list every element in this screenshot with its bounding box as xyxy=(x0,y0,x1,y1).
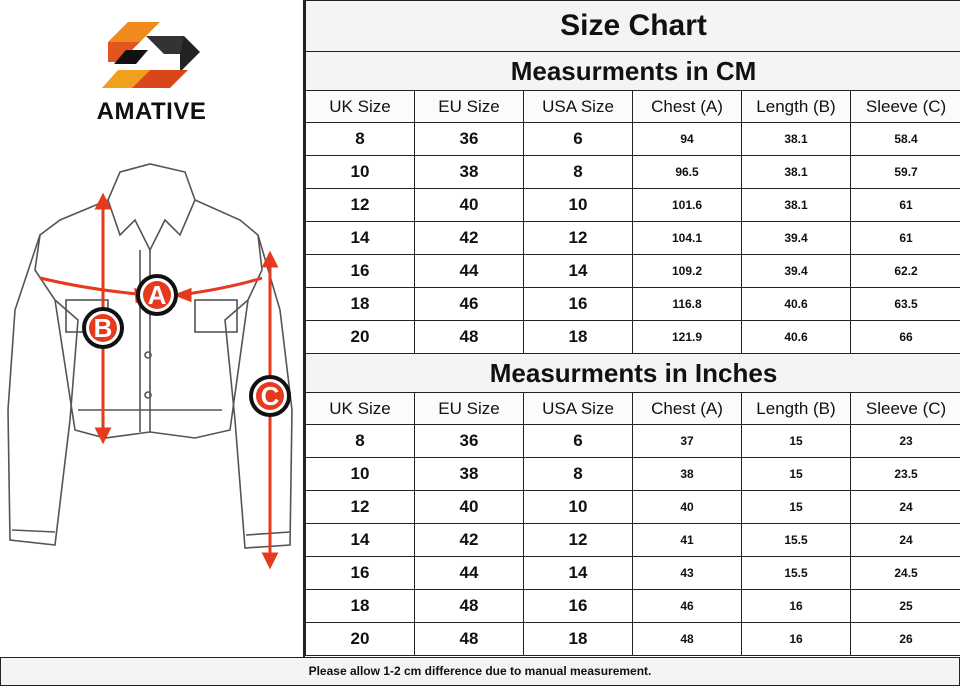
table-cell: 38 xyxy=(633,458,742,491)
table-cell: 62.2 xyxy=(851,255,960,288)
table-cell: 23 xyxy=(851,425,960,458)
table-cell: 38 xyxy=(415,156,524,189)
table-cell: 16 xyxy=(524,590,633,623)
table-cell: 40 xyxy=(415,491,524,524)
table-cell: 8 xyxy=(524,156,633,189)
table-cell: 101.6 xyxy=(633,189,742,222)
table-cell: 37 xyxy=(633,425,742,458)
table-cell: 24 xyxy=(851,491,960,524)
label-b-badge xyxy=(84,309,122,347)
table-row xyxy=(306,321,960,354)
table-cell: 16 xyxy=(306,557,415,590)
table-cell: 116.8 xyxy=(633,288,742,321)
table-row xyxy=(306,590,960,623)
table-cell: 12 xyxy=(306,189,415,222)
table-cell: 24.5 xyxy=(851,557,960,590)
column-header: Sleeve (C) xyxy=(851,91,960,123)
size-chart-table xyxy=(305,0,960,656)
table-cell: 38.1 xyxy=(742,156,851,189)
table-row xyxy=(306,288,960,321)
table-cell: 94 xyxy=(633,123,742,156)
column-header: USA Size xyxy=(524,91,633,123)
table-cell: 14 xyxy=(306,524,415,557)
table-cell: 40.6 xyxy=(742,288,851,321)
table-cell: 16 xyxy=(742,623,851,656)
column-header-row xyxy=(306,91,960,123)
table-cell: 59.7 xyxy=(851,156,960,189)
table-cell: 43 xyxy=(633,557,742,590)
table-cell: 8 xyxy=(306,123,415,156)
column-header: Chest (A) xyxy=(633,91,742,123)
column-header: UK Size xyxy=(306,91,415,123)
table-row xyxy=(306,557,960,590)
table-cell: 16 xyxy=(742,590,851,623)
table-row xyxy=(306,156,960,189)
table-cell: 44 xyxy=(415,557,524,590)
table-cell: 14 xyxy=(524,255,633,288)
table-cell: 41 xyxy=(633,524,742,557)
table-cell: 38.1 xyxy=(742,189,851,222)
table-cell: 12 xyxy=(524,524,633,557)
table-cell: 8 xyxy=(524,458,633,491)
column-header: Length (B) xyxy=(742,393,851,425)
table-cell: 18 xyxy=(306,288,415,321)
column-header-row xyxy=(306,393,960,425)
table-cell: 96.5 xyxy=(633,156,742,189)
table-cell: 38.1 xyxy=(742,123,851,156)
table-cell: 23.5 xyxy=(851,458,960,491)
table-cell: 16 xyxy=(524,288,633,321)
size-chart-title: Size Chart xyxy=(306,1,960,52)
table-cell: 26 xyxy=(851,623,960,656)
column-header: USA Size xyxy=(524,393,633,425)
table-cell: 104.1 xyxy=(633,222,742,255)
table-cell: 46 xyxy=(633,590,742,623)
table-row xyxy=(306,425,960,458)
table-cell: 48 xyxy=(415,321,524,354)
section-heading-cm: Measurments in CM xyxy=(306,52,960,91)
label-a-badge xyxy=(138,276,176,314)
table-cell: 39.4 xyxy=(742,255,851,288)
svg-text:C: C xyxy=(260,381,280,411)
table-cell: 40.6 xyxy=(742,321,851,354)
table-row xyxy=(306,491,960,524)
table-cell: 12 xyxy=(524,222,633,255)
table-cell: 121.9 xyxy=(633,321,742,354)
brand-name: AMATIVE xyxy=(96,98,207,125)
table-cell: 20 xyxy=(306,623,415,656)
table-cell: 15.5 xyxy=(742,524,851,557)
table-cell: 36 xyxy=(415,123,524,156)
table-row xyxy=(306,524,960,557)
table-cell: 66 xyxy=(851,321,960,354)
table-cell: 42 xyxy=(415,222,524,255)
table-cell: 14 xyxy=(524,557,633,590)
column-header: UK Size xyxy=(306,393,415,425)
table-cell: 38 xyxy=(415,458,524,491)
svg-text:A: A xyxy=(147,280,167,310)
product-illustration-panel xyxy=(0,0,303,657)
table-cell: 44 xyxy=(415,255,524,288)
table-cell: 61 xyxy=(851,189,960,222)
table-cell: 39.4 xyxy=(742,222,851,255)
table-cell: 40 xyxy=(633,491,742,524)
table-row xyxy=(306,222,960,255)
column-header: Chest (A) xyxy=(633,393,742,425)
table-row xyxy=(306,623,960,656)
svg-text:B: B xyxy=(93,313,113,343)
table-cell: 6 xyxy=(524,123,633,156)
table-row xyxy=(306,458,960,491)
table-cell: 10 xyxy=(524,491,633,524)
table-cell: 8 xyxy=(306,425,415,458)
table-row xyxy=(306,189,960,222)
table-cell: 15 xyxy=(742,458,851,491)
table-row xyxy=(306,123,960,156)
table-cell: 18 xyxy=(524,321,633,354)
measurement-note: Please allow 1-2 cm difference due to manual measurement. xyxy=(0,657,960,686)
table-cell: 109.2 xyxy=(633,255,742,288)
table-cell: 14 xyxy=(306,222,415,255)
table-cell: 16 xyxy=(306,255,415,288)
size-chart xyxy=(303,0,960,657)
table-cell: 15 xyxy=(742,425,851,458)
table-cell: 42 xyxy=(415,524,524,557)
table-cell: 61 xyxy=(851,222,960,255)
table-cell: 36 xyxy=(415,425,524,458)
column-header: EU Size xyxy=(415,91,524,123)
section-heading-inches: Measurments in Inches xyxy=(306,354,960,393)
table-cell: 6 xyxy=(524,425,633,458)
table-cell: 48 xyxy=(633,623,742,656)
table-cell: 12 xyxy=(306,491,415,524)
column-header: Sleeve (C) xyxy=(851,393,960,425)
table-cell: 10 xyxy=(306,458,415,491)
table-cell: 48 xyxy=(415,590,524,623)
table-row xyxy=(306,255,960,288)
table-cell: 18 xyxy=(524,623,633,656)
table-cell: 25 xyxy=(851,590,960,623)
table-cell: 18 xyxy=(306,590,415,623)
table-cell: 15.5 xyxy=(742,557,851,590)
table-cell: 58.4 xyxy=(851,123,960,156)
column-header: Length (B) xyxy=(742,91,851,123)
table-cell: 63.5 xyxy=(851,288,960,321)
column-header: EU Size xyxy=(415,393,524,425)
table-cell: 46 xyxy=(415,288,524,321)
table-cell: 10 xyxy=(524,189,633,222)
table-cell: 15 xyxy=(742,491,851,524)
label-c-badge xyxy=(251,377,289,415)
table-cell: 48 xyxy=(415,623,524,656)
table-cell: 20 xyxy=(306,321,415,354)
jacket-measurement-diagram xyxy=(0,160,303,590)
table-cell: 10 xyxy=(306,156,415,189)
table-cell: 40 xyxy=(415,189,524,222)
table-cell: 24 xyxy=(851,524,960,557)
